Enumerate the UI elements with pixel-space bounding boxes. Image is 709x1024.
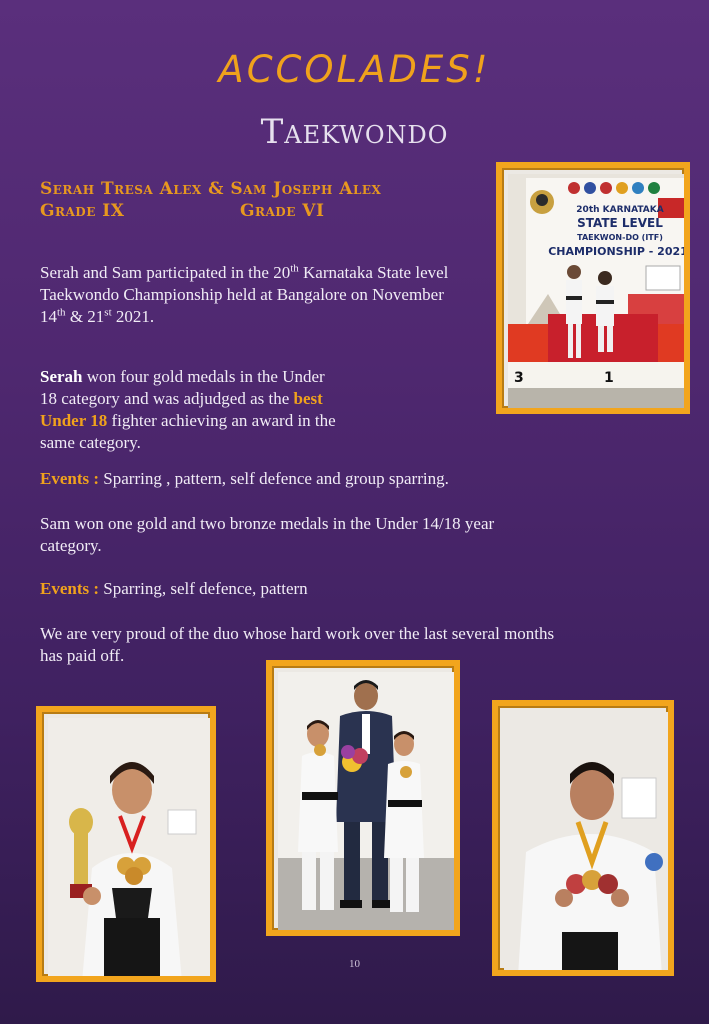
serah-name: Serah	[40, 367, 83, 386]
intro-sup-2: th	[57, 306, 66, 319]
serah-photo-image	[48, 718, 216, 982]
sam-photo-image	[504, 712, 674, 976]
group-photo	[266, 660, 460, 936]
podium-photo-image	[508, 174, 690, 414]
banner-line-4: CHAMPIONSHIP - 2021	[548, 245, 688, 258]
intro-text-2: Karnataka State level Taekwondo Championship held at Bangalore on November 14	[40, 263, 449, 326]
events-label-2: Events :	[40, 579, 100, 598]
intro-sup-1: th	[290, 262, 299, 275]
events-label-1: Events :	[40, 469, 100, 488]
podium-number-3: 3	[514, 370, 524, 386]
events-line-1	[40, 468, 680, 490]
podium-photo	[496, 162, 690, 414]
banner-line-1: 20th KARNATAKA	[576, 205, 664, 215]
grade-serah: Grade IX	[40, 201, 125, 221]
events-line-2	[40, 578, 680, 600]
banner-line-3: TAEKWON-DO (ITF)	[577, 233, 663, 242]
grade-sam: Grade VI	[240, 201, 325, 221]
events-text-1: Sparring , pattern, self defence and group sparring.	[99, 469, 449, 488]
group-photo-image	[278, 672, 460, 936]
serah-text-2: fighter achieving an award in the same category.	[40, 411, 336, 452]
page-number: 10	[349, 958, 360, 970]
podium-number-1: 1	[604, 370, 614, 386]
serah-highlight: best Under 18	[40, 389, 323, 430]
page-title: ACCOLADES!	[218, 48, 491, 91]
serah-paragraph	[40, 366, 340, 454]
closing-paragraph: We are very proud of the duo whose hard work over the last several months has paid off.	[40, 624, 555, 665]
intro-paragraph	[40, 262, 460, 328]
events-text-2: Sparring, self defence, pattern	[99, 579, 308, 598]
intro-text-3: & 21	[65, 307, 105, 326]
intro-sup-3: st	[104, 306, 112, 319]
intro-text-1: Serah and Sam participated in the 20	[40, 263, 291, 282]
banner-line-2: STATE LEVEL	[577, 216, 663, 230]
student-names: Serah Tresa Alex & Sam Joseph Alex	[40, 179, 382, 199]
sam-paragraph: Sam won one gold and two bronze medals in the Under 14/18 year category.	[40, 514, 495, 555]
intro-text-4: 2021.	[111, 307, 155, 326]
section-subtitle: Taekwondo	[260, 112, 449, 152]
serah-text-1: won four gold medals in the Under 18 category and was adjudged as the	[40, 367, 325, 408]
sam-photo	[492, 700, 674, 976]
serah-photo	[36, 706, 216, 982]
